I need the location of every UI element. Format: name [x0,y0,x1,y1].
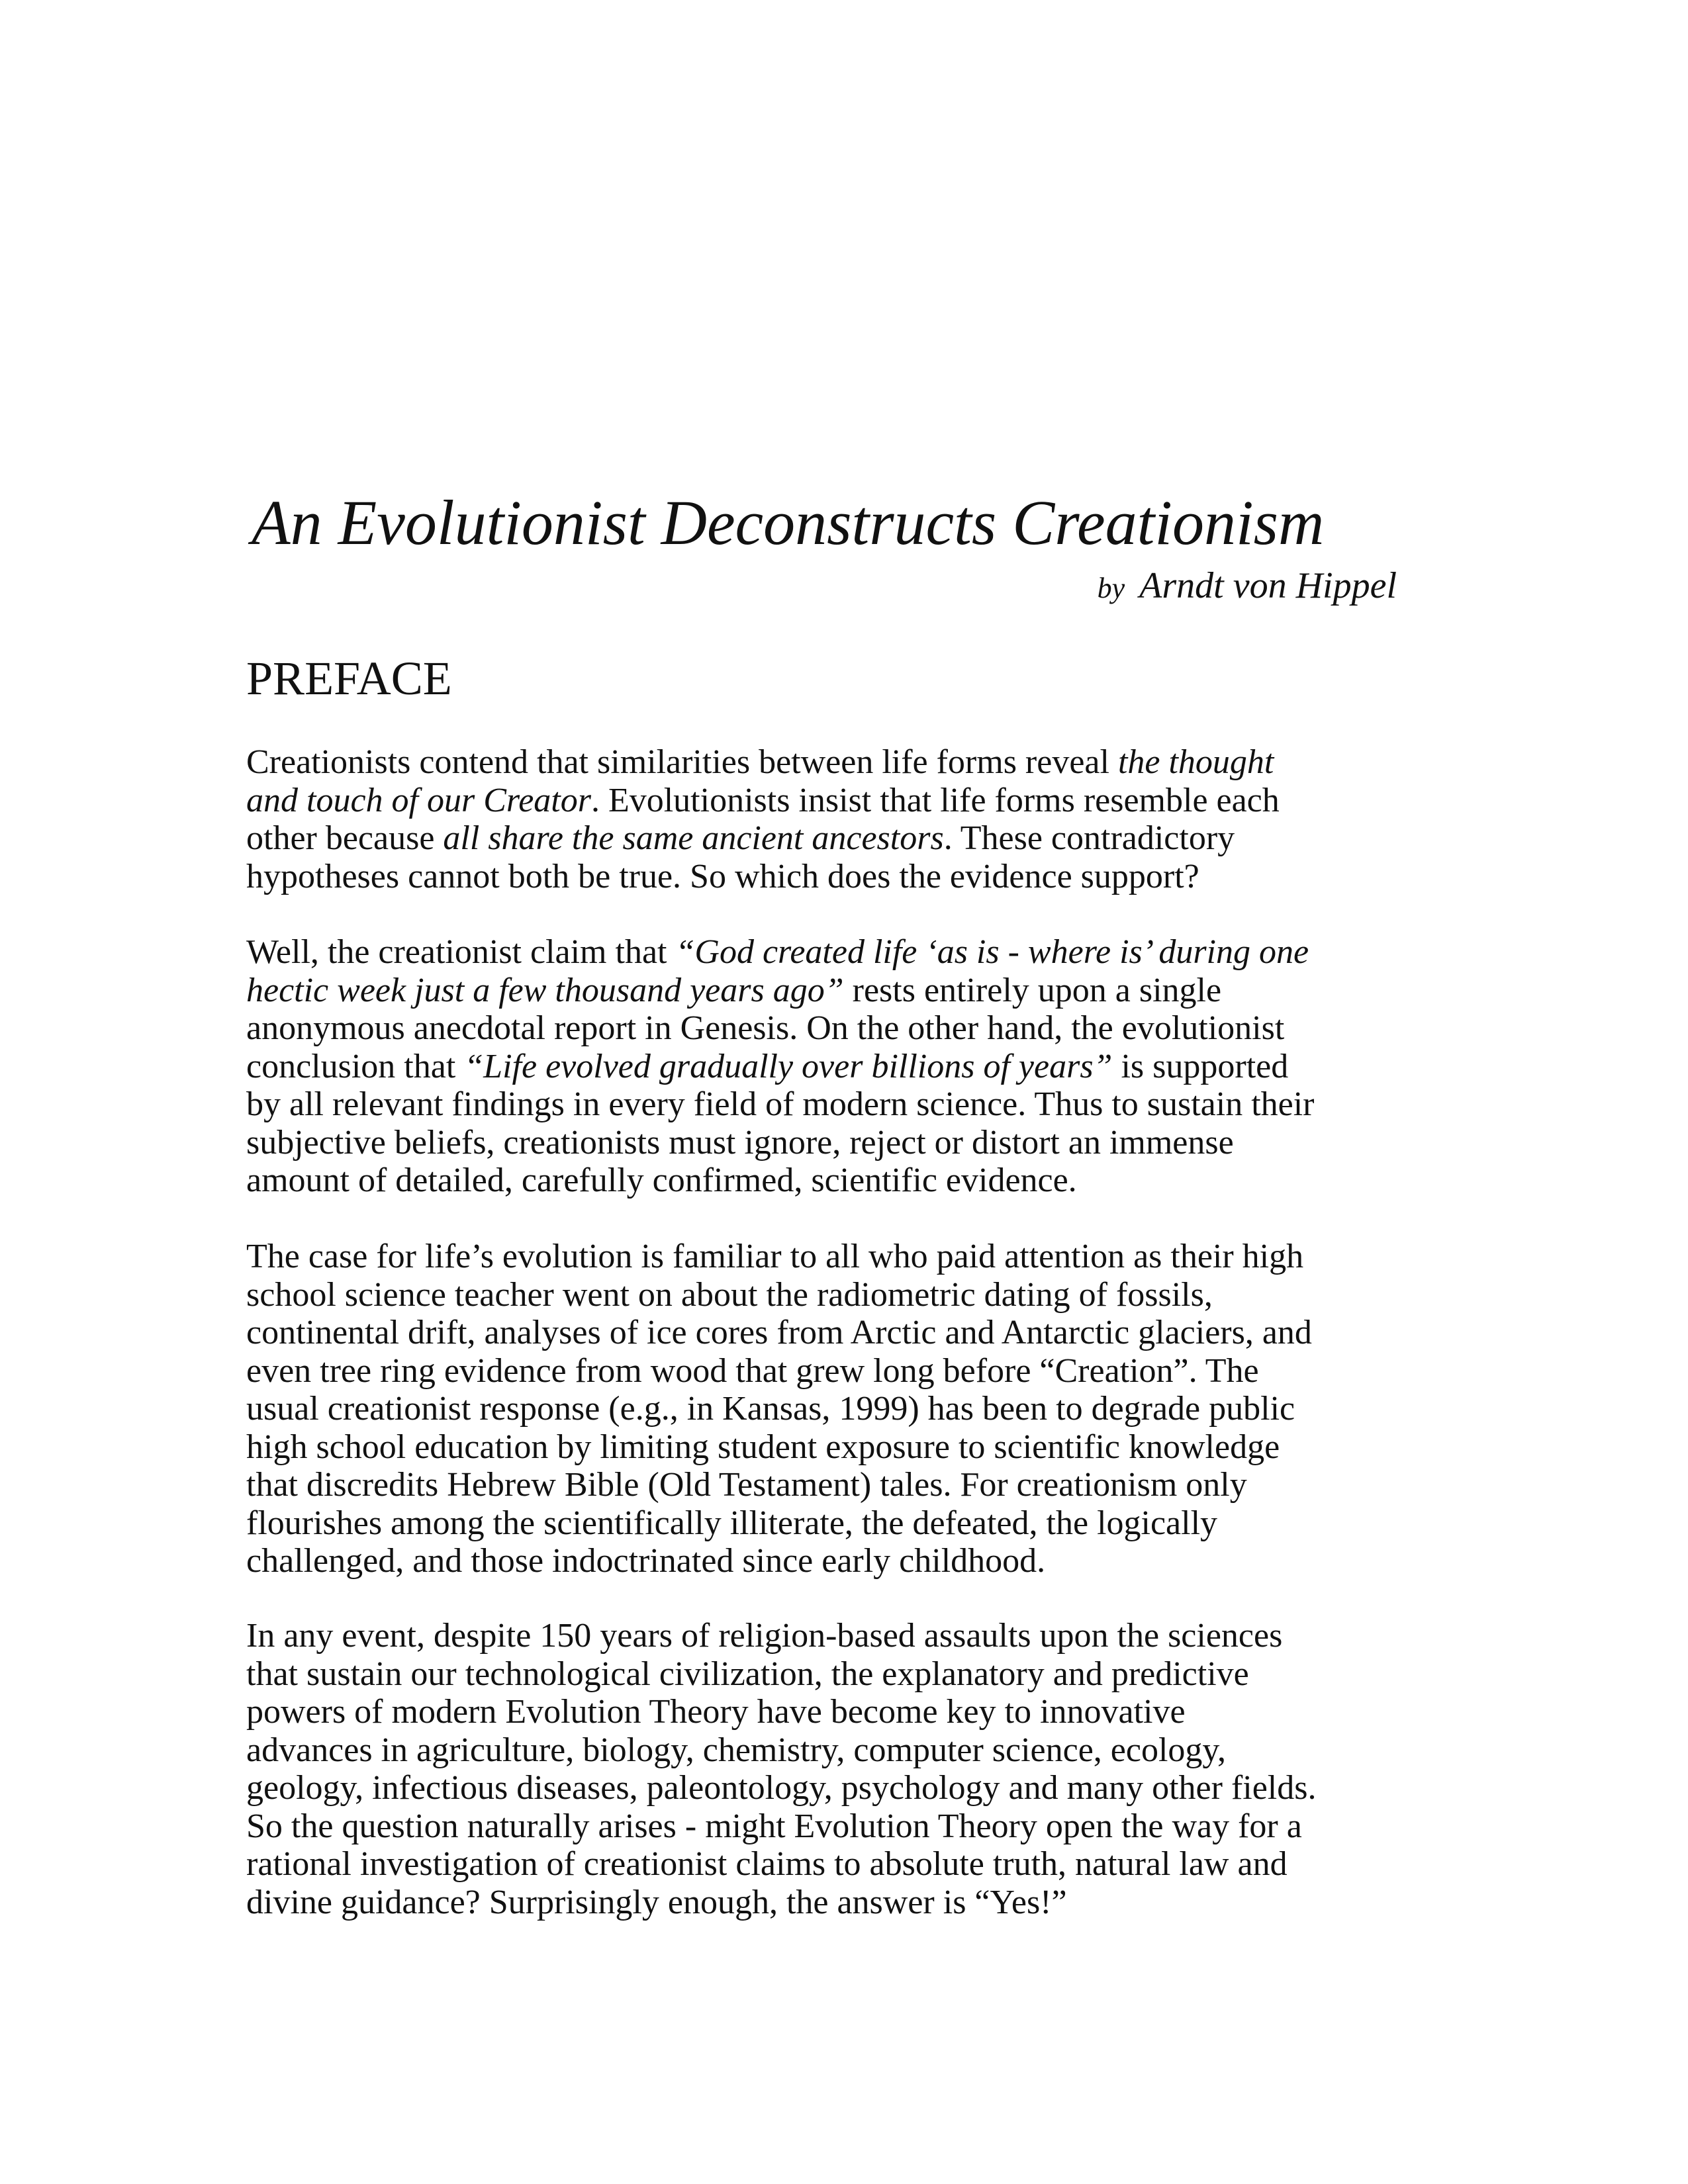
paragraph-line [246,1655,1438,1694]
paragraph-line [246,1731,1438,1770]
text-run: conclusion that [246,1047,465,1085]
text-run: rational investigation of creationist claims to absolute truth, natural law and [246,1845,1288,1883]
text-run: geology, infectious diseases, paleontology, psychology and many other fields. [246,1769,1317,1807]
paragraph-line [246,1009,1438,1048]
paragraph [246,1238,1438,1580]
paragraph-line [246,933,1438,972]
text-run: Well, the creationist claim that [246,933,676,971]
text-run: powers of modern Evolution Theory have become key to innovative [246,1693,1186,1731]
italic-text: hectic week just a few thousand years ago” [246,971,844,1009]
paragraph [246,1617,1438,1921]
paragraph-line [246,858,1438,896]
text-run: challenged, and those indoctrinated since early childhood. [246,1542,1046,1580]
text-run: usual creationist response (e.g., in Kansas, 1999) has been to degrade public [246,1390,1295,1428]
paragraph-line [246,1542,1438,1580]
paragraph-line [246,1276,1438,1314]
paragraph-line [246,1769,1438,1807]
paragraph-line [246,1238,1438,1276]
paragraph-line [246,1504,1438,1543]
paragraph-line [246,1085,1438,1124]
text-run: amount of detailed, carefully confirmed, scientific evidence. [246,1161,1077,1199]
paragraph-line [246,1352,1438,1390]
text-run: even tree ring evidence from wood that grew long before “Creation”. The [246,1351,1259,1390]
paragraph-line [246,1807,1438,1846]
text-run: hypotheses cannot both be true. So which does the evidence support? [246,857,1199,895]
paragraph-line [246,1390,1438,1428]
paragraph-line [246,1845,1438,1884]
text-run: is supported [1112,1047,1289,1085]
text-run: flourishes among the scientifically illiterate, the defeated, the logically [246,1504,1218,1542]
byline [993,563,1397,612]
author-name: Arndt von Hippel [1139,565,1397,606]
paragraph-line [246,1466,1438,1504]
text-run: school science teacher went on about the radiometric dating of fossils, [246,1275,1213,1314]
text-run: The case for life’s evolution is familiar to all who paid attention as their high [246,1238,1304,1275]
paragraph [246,743,1438,895]
text-run: advances in agriculture, biology, chemistry, computer science, ecology, [246,1731,1227,1769]
text-run: high school education by limiting student exposure to scientific knowledge [246,1428,1280,1466]
paragraph-line [246,1884,1438,1922]
text-run: subjective beliefs, creationists must ignore, reject or distort an immense [246,1123,1234,1161]
paragraph-line [246,1314,1438,1352]
italic-text: all share the same ancient ancestors [443,819,944,857]
paragraph-line [246,1693,1438,1731]
text-run: . Evolutionists insist that life forms resemble each [590,781,1280,819]
paragraph-line [246,1428,1438,1467]
text-run: So the question naturally arises - might Evolution Theory open the way for a [246,1807,1302,1845]
paragraph-line [246,743,1438,782]
paragraph-line [246,1048,1438,1086]
text-run: In any event, despite 150 years of religion-based assaults upon the sciences [246,1617,1283,1655]
paragraph-line [246,972,1438,1010]
text-run: rests entirely upon a single [843,971,1222,1009]
byline-prefix: by [1097,572,1125,604]
paragraph [246,933,1438,1200]
paragraph-line [246,1124,1438,1162]
text-run: Creationists contend that similarities between life forms reveal [246,743,1118,781]
paragraph-line [246,1161,1438,1200]
text-run: anonymous anecdotal report in Genesis. On the other hand, the evolutionist [246,1009,1285,1047]
paragraph-line [246,819,1438,858]
italic-text: the thought [1117,743,1274,781]
document-title: An Evolutionist Deconstructs Creationism [252,487,1325,558]
text-run: other because [246,819,444,857]
section-heading: PREFACE [246,652,452,705]
text-run: continental drift, analyses of ice cores from Arctic and Antarctic glaciers, and [246,1314,1312,1351]
text-run: divine guidance? Surprisingly enough, the answer is “Yes!” [246,1883,1067,1921]
italic-text: and touch of our Creator [246,781,591,819]
paragraph-line [246,782,1438,820]
text-run: . These contradictory [943,819,1235,857]
paragraph-line [246,1617,1438,1655]
text-run: by all relevant findings in every field of modern science. Thus to sustain their [246,1085,1315,1123]
text-run: that sustain our technological civilization, the explanatory and predictive [246,1655,1249,1693]
italic-text: “Life evolved gradually over billions of years” [464,1047,1113,1085]
italic-text: “God created life ‘as is - where is’ during one [675,933,1309,971]
text-run: that discredits Hebrew Bible (Old Testament) tales. For creationism only [246,1466,1247,1504]
